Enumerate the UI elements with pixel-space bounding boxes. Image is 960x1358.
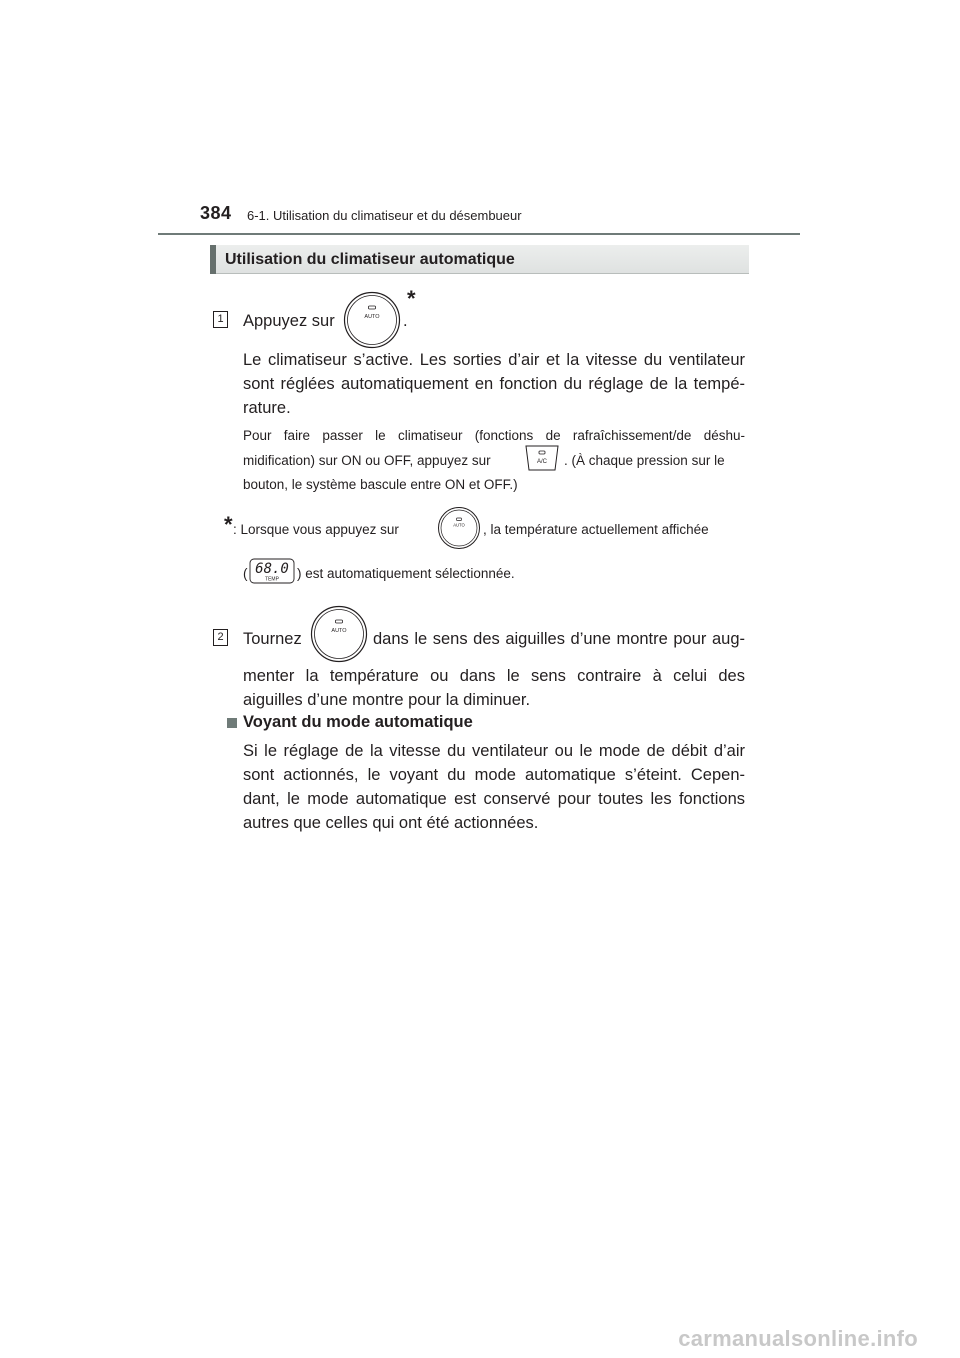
watermark: carmanualsonline.info <box>678 1326 918 1351</box>
footnote-asterisk: * <box>224 512 233 537</box>
svg-text:AUTO: AUTO <box>331 628 347 634</box>
svg-text:TEMP: TEMP <box>265 576 279 583</box>
auto-knob-icon <box>343 291 401 349</box>
auto-mode-line-3: dant, le mode automatique est conservé pour toutes les fonctions <box>243 790 745 808</box>
step-1-note-line-2b: . (À chaque pression sur le <box>564 453 725 468</box>
auto-mode-line-2: sont actionnés, le voyant du mode automatique s’éteint. Cepen- <box>243 766 745 784</box>
svg-text:AUTO: AUTO <box>453 522 465 528</box>
step-1-lead: Appuyez sur <box>243 312 335 330</box>
step-1-para-line-3: rature. <box>243 399 291 417</box>
bullet-square-icon <box>227 718 237 728</box>
footnote-line-2a: ( <box>243 566 248 581</box>
step-2-line-3: aiguilles d’une montre pour la diminuer. <box>243 691 531 709</box>
auto-knob-rotate-icon <box>310 605 368 663</box>
step-1-note-line-1: Pour faire passer le climatiseur (fonctions de rafraîchissement/de déshu- <box>243 428 745 443</box>
step-1-note-line-3: bouton, le système bascule entre ON et OFF.) <box>243 477 518 492</box>
step-2-lead: Tournez <box>243 630 302 648</box>
auto-mode-heading: Voyant du mode automatique <box>243 713 473 731</box>
step-1-para-line-2: sont réglées automatiquement en fonction du réglage de la tempé- <box>243 375 745 393</box>
step-2-line-1: dans le sens des aiguilles d’une montre pour aug- <box>373 630 745 648</box>
footnote-line-2b: ) est automatiquement sélectionnée. <box>297 566 515 581</box>
section-title: Utilisation du climatiseur automatique <box>225 251 515 268</box>
step-1-para-line-1: Le climatiseur s’active. Les sorties d’air et la vitesse du ventilateur <box>243 351 745 369</box>
step-1-note-line-2a: midification) sur ON ou OFF, appuyez sur <box>243 453 491 468</box>
ac-button-icon <box>522 443 562 473</box>
step-1-period: . <box>403 312 408 330</box>
svg-text:68.0: 68.0 <box>255 561 289 577</box>
step-1-asterisk: * <box>407 286 416 311</box>
step-1-badge: 1 <box>213 311 228 328</box>
page-number: 384 <box>200 203 232 223</box>
title-accent <box>210 245 216 274</box>
temp-display-icon <box>249 557 295 585</box>
header-divider <box>158 233 800 235</box>
svg-text:A/C: A/C <box>536 459 548 465</box>
auto-mode-line-4: autres que celles qui ont été actionnées. <box>243 814 539 832</box>
section-header: 6-1. Utilisation du climatiseur et du désembueur <box>247 208 522 223</box>
auto-knob-small-icon <box>437 506 481 550</box>
footnote-line-1b: , la température actuellement affichée <box>483 522 709 537</box>
step-2-badge: 2 <box>213 629 228 646</box>
svg-text:AUTO: AUTO <box>364 314 380 320</box>
footnote-line-1a: : Lorsque vous appuyez sur <box>233 522 399 537</box>
auto-mode-line-1: Si le réglage de la vitesse du ventilateur ou le mode de débit d’air <box>243 742 745 760</box>
step-2-line-2: menter la température ou dans le sens contraire à celui des <box>243 667 745 685</box>
